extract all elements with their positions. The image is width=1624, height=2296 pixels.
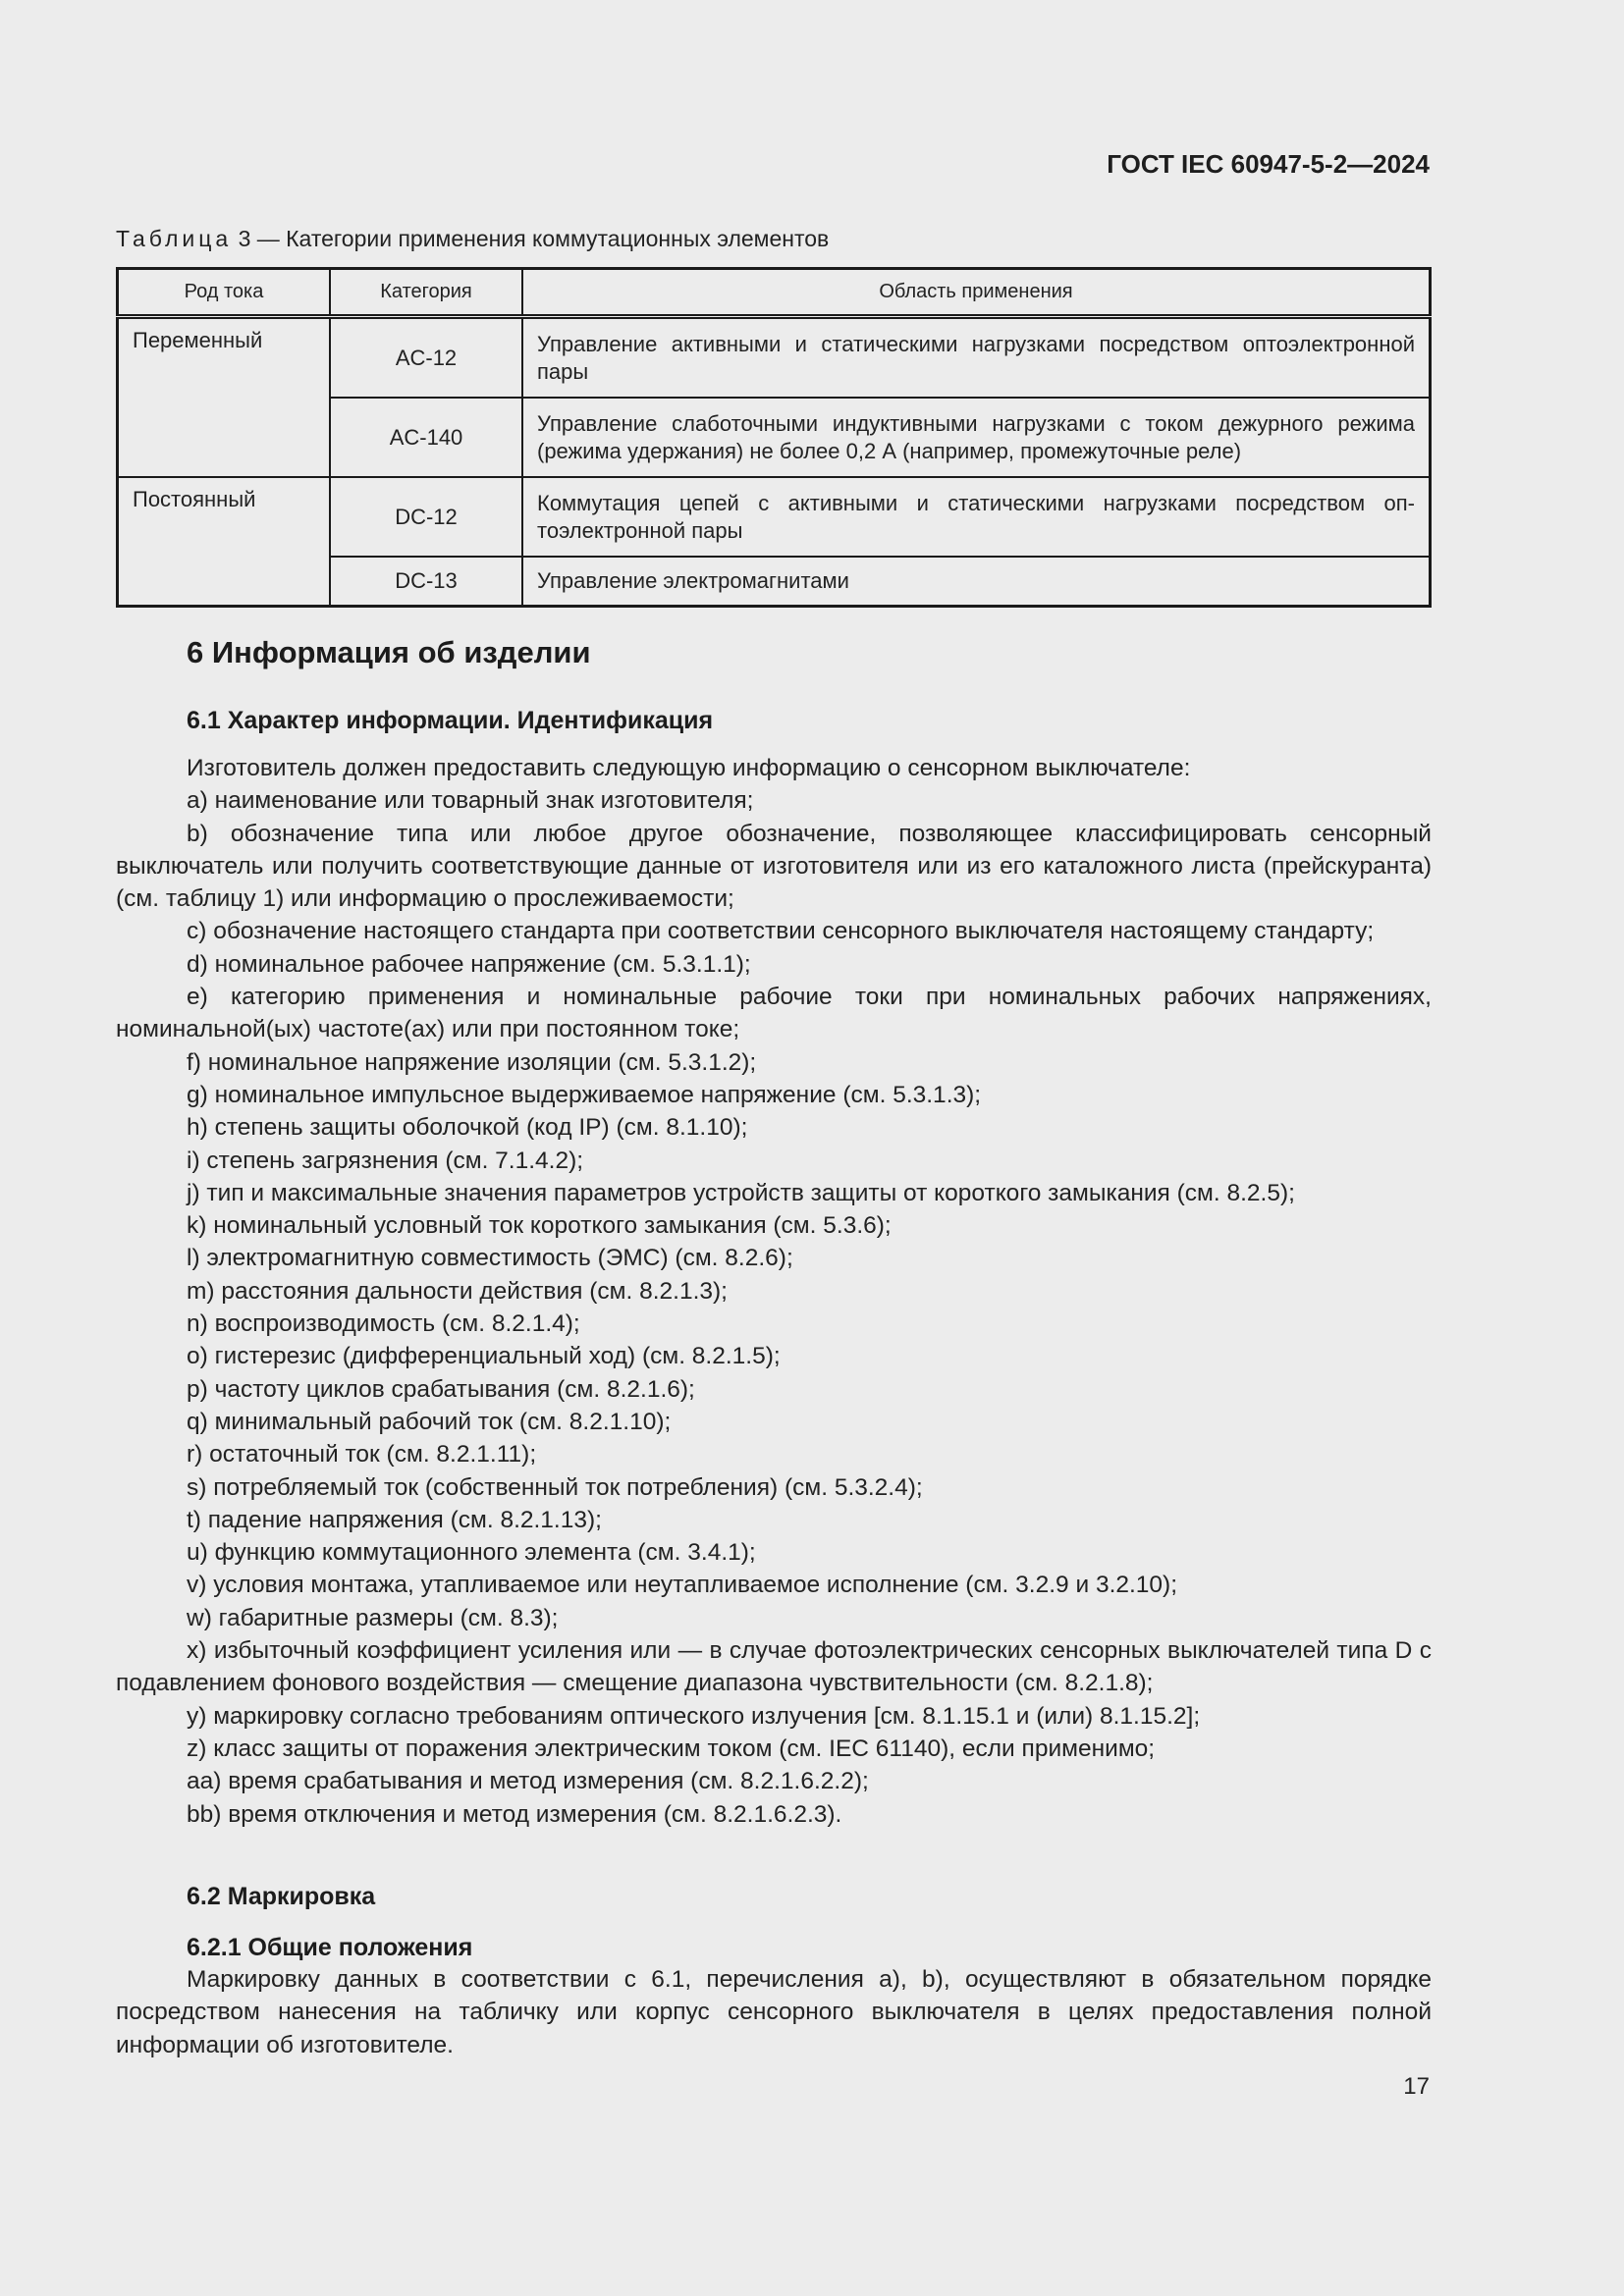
cell-category: AC-12 (330, 317, 522, 399)
list-item: j) тип и максимальные значения параметров устройств защиты от короткого замыкания (см. 8.2.5); (187, 1179, 1295, 1206)
table-caption (116, 226, 829, 252)
cell-application: Управление слаботочными индуктивными нагрузками с током дежурного режима (режима удержания) не более 0,2 А (например, промежуточные реле) (522, 398, 1431, 477)
column-header-category: Категория (330, 269, 522, 317)
list-item: k) номинальный условный ток короткого замыкания (см. 5.3.6); (187, 1212, 892, 1240)
cell-application: Управление электромагнитами (522, 557, 1431, 607)
list-item: a) наименование или товарный знак изготовителя; (187, 787, 754, 815)
list-item: s) потребляемый ток (собственный ток потребления) (см. 5.3.2.4); (187, 1473, 923, 1501)
cell-current-kind: Постоянный (118, 477, 331, 607)
list-item: q) минимальный рабочий ток (см. 8.2.1.10); (187, 1408, 672, 1435)
list-item: i) степень загрязнения (см. 7.1.4.2); (187, 1147, 584, 1174)
cell-application: Управление активными и статическими нагрузками посредством оптоэлектронной пары (522, 317, 1431, 399)
list-item: b) обозначение типа или любое другое обозначение, позволяющее классифицировать сенсорный выключатель или получить соответствующие данные от изготовителя или из его каталожного листа (прейскуранта) (см. таблицу 1) или информацию о прослеживаемости; (116, 820, 1432, 913)
list-item: z) класс защиты от поражения электрическим током (см. IEC 61140), если применимо; (187, 1735, 1156, 1762)
list-item: o) гистерезис (дифференциальный ход) (см. 8.2.1.5); (187, 1343, 781, 1370)
marking-paragraph: Маркировку данных в соответствии с 6.1, перечисления a), b), осуществляют в обязательном порядке посредством нанесения на табличку или корпус сенсорного выключателя в целях предоставления полной информации об изготовителе. (116, 1966, 1432, 2058)
section-6-1-body (116, 752, 1432, 1831)
column-header-application: Область применения (522, 269, 1431, 317)
section-6-2-title: 6.2 Маркировка (187, 1883, 376, 1910)
list-item: y) маркировку согласно требованиям оптического излучения [см. 8.1.15.1 и (или) 8.1.15.2]; (187, 1702, 1201, 1730)
cell-category: DC-12 (330, 477, 522, 557)
cell-category: DC-13 (330, 557, 522, 607)
cell-category: AC-140 (330, 398, 522, 477)
list-item: h) степень защиты оболочкой (код IP) (см. 8.1.10); (187, 1114, 748, 1142)
list-item: d) номинальное рабочее напряжение (см. 5.3.1.1); (187, 950, 751, 978)
table-row (118, 477, 1431, 557)
section-6-2-1-title: 6.2.1 Общие положения (187, 1934, 473, 1961)
table-caption-prefix: Таблица (116, 226, 233, 251)
list-item: l) электромагнитную совместимость (ЭМС) (см. 8.2.6); (187, 1245, 793, 1272)
list-item: aa) время срабатывания и метод измерения (см. 8.2.1.6.2.2); (187, 1768, 869, 1795)
list-item: f) номинальное напряжение изоляции (см. 5.3.1.2); (187, 1048, 757, 1076)
list-item: p) частоту циклов срабатывания (см. 8.2.1.6); (187, 1375, 695, 1403)
list-item: e) категорию применения и номинальные рабочие токи при номинальных рабочих напряжениях, номинальной(ых) частоте(ах) или при постоянном токе; (116, 984, 1432, 1043)
page-number: 17 (1403, 2073, 1430, 2100)
list-item: r) остаточный ток (см. 8.2.1.11); (187, 1441, 537, 1468)
cell-application: Коммутация цепей с активными и статическими нагрузками посредством оптоэлектронной пары (522, 477, 1431, 557)
list-item: w) габаритные размеры (см. 8.3); (187, 1604, 559, 1631)
list-item: g) номинальное импульсное выдерживаемое напряжение (см. 5.3.1.3); (187, 1081, 982, 1108)
section-6-title: 6 Информация об изделии (187, 635, 591, 669)
list-item: bb) время отключения и метод измерения (см. 8.2.1.6.2.3). (187, 1800, 842, 1828)
intro-paragraph: Изготовитель должен предоставить следующую информацию о сенсорном выключателе: (187, 755, 1191, 781)
categories-table (116, 267, 1432, 608)
list-item: v) условия монтажа, утапливаемое или неутапливаемое исполнение (см. 3.2.9 и 3.2.10); (187, 1572, 1178, 1599)
list-item: n) воспроизводимость (см. 8.2.1.4); (187, 1310, 580, 1338)
column-header-current: Род тока (118, 269, 331, 317)
list-item: u) функцию коммутационного элемента (см. 3.4.1); (187, 1539, 756, 1567)
list-item: t) падение напряжения (см. 8.2.1.13); (187, 1506, 602, 1533)
section-6-1-title: 6.1 Характер информации. Идентификация (187, 707, 714, 734)
table-row (118, 317, 1431, 399)
section-6-2-1-body (116, 1963, 1432, 2061)
list-item: m) расстояния дальности действия (см. 8.2.1.3); (187, 1277, 728, 1305)
list-item: x) избыточный коэффициент усиления или — в случае фотоэлектрических сенсорных выключателей типа D с подавлением фонового воздействия — смещение диапазона чувствительности (см. 8.2.1.8); (116, 1637, 1432, 1697)
document-code: ГОСТ IEC 60947-5-2—2024 (1107, 149, 1430, 179)
table-caption-text: 3 — Категории применения коммутационных элементов (232, 226, 830, 251)
cell-current-kind: Переменный (118, 317, 331, 478)
list-item: c) обозначение настоящего стандарта при соответствии сенсорного выключателя настоящему стандарту; (187, 918, 1375, 945)
